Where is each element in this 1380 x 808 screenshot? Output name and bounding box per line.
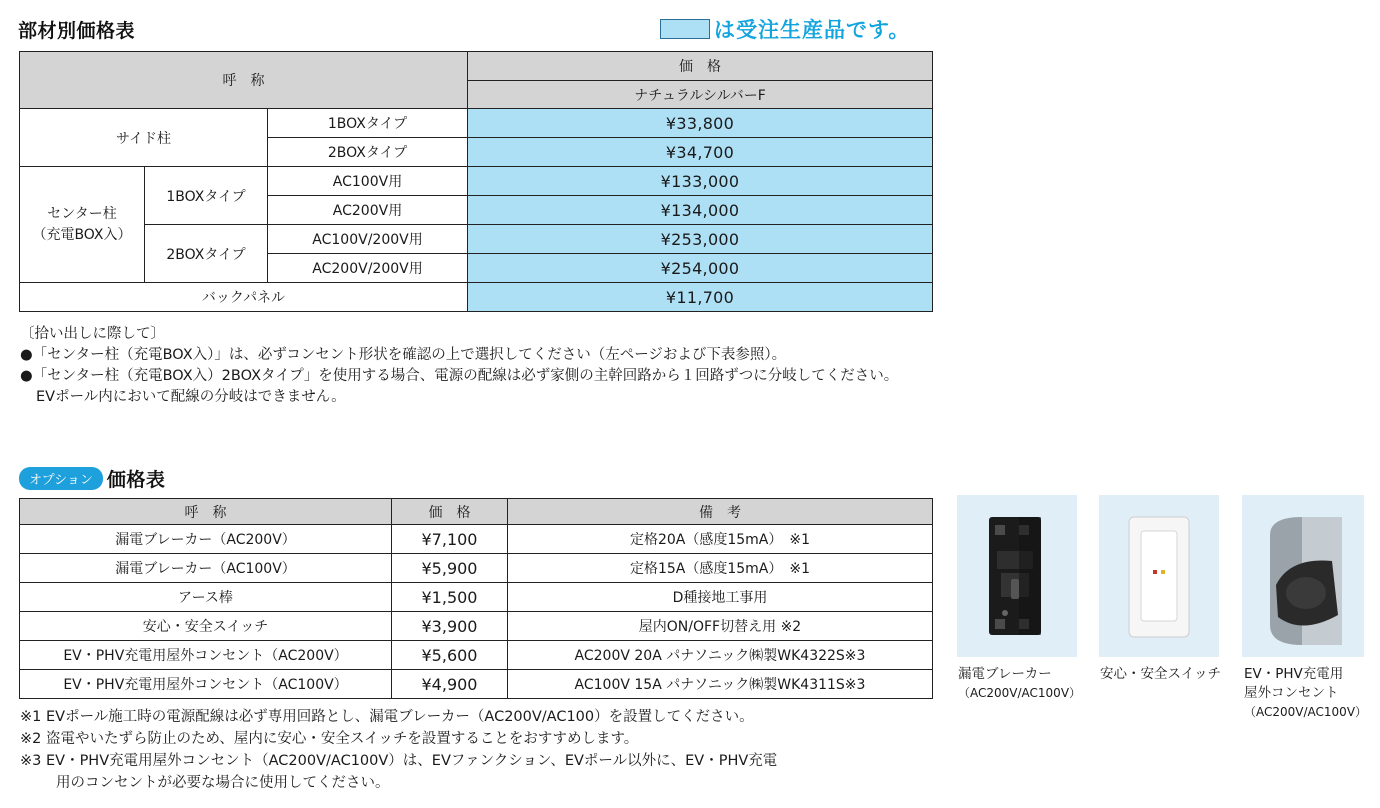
switch-icon bbox=[1099, 495, 1219, 657]
option-remarks: AC200V 20A パナソニック㈱製WK4322S※3 bbox=[508, 641, 933, 670]
outlet-photo bbox=[1242, 495, 1364, 657]
option-badge: オプション bbox=[19, 467, 103, 490]
breaker-caption-line: 漏電ブレーカー bbox=[958, 666, 1052, 682]
center-price: ¥254,000 bbox=[468, 254, 933, 283]
option-price: ¥5,600 bbox=[392, 641, 508, 670]
legend-text: は受注生産品です。 bbox=[714, 18, 911, 42]
option-title: 価格表 bbox=[106, 469, 166, 491]
option-name: EV・PHV充電用屋外コンセント（AC100V） bbox=[20, 670, 392, 699]
switch-photo bbox=[1099, 495, 1219, 657]
notes bbox=[20, 324, 1120, 408]
center-type: AC200V/200V用 bbox=[268, 254, 468, 283]
option-heading bbox=[19, 465, 165, 492]
page-title: 部材別価格表 bbox=[18, 20, 136, 42]
option-header-remarks: 備 考 bbox=[508, 499, 933, 525]
center-type: AC100V用 bbox=[268, 167, 468, 196]
option-price: ¥3,900 bbox=[392, 612, 508, 641]
option-remarks: 定格20A（感度15mA） ※1 bbox=[508, 525, 933, 554]
option-price: ¥5,900 bbox=[392, 554, 508, 583]
side-pole-type: 2BOXタイプ bbox=[268, 138, 468, 167]
header-price: 価 格 bbox=[468, 52, 933, 81]
option-price: ¥1,500 bbox=[392, 583, 508, 612]
center-1box-label: 1BOXタイプ bbox=[145, 167, 268, 225]
outlet-caption-line: EV・PHV充電用 bbox=[1244, 666, 1344, 682]
notes-heading: 〔拾い出しに際して〕 bbox=[20, 326, 165, 342]
option-remarks: 屋内ON/OFF切替え用 ※2 bbox=[508, 612, 933, 641]
option-header-name: 呼 称 bbox=[20, 499, 392, 525]
option-footnotes bbox=[20, 706, 950, 794]
note-item: ●「センター柱（充電BOX入）」は、必ずコンセント形状を確認の上で選択してください（左ページおよび下表参照）。 bbox=[20, 347, 787, 363]
option-header-price: 価 格 bbox=[392, 499, 508, 525]
center-2box-label: 2BOXタイプ bbox=[145, 225, 268, 283]
option-name: アース棒 bbox=[20, 583, 392, 612]
side-pole-label: サイド柱 bbox=[20, 109, 268, 167]
center-pole-label-line2: （充電BOX入） bbox=[32, 226, 132, 243]
parts-price-table bbox=[19, 51, 933, 312]
option-remarks: 定格15A（感度15mA） ※1 bbox=[508, 554, 933, 583]
footnote: ※1 EVポール施工時の電源配線は必ず専用回路とし、漏電ブレーカー（AC200V/AC100）を設置してください。 bbox=[20, 709, 754, 725]
side-pole-price: ¥34,700 bbox=[468, 138, 933, 167]
center-type: AC200V用 bbox=[268, 196, 468, 225]
outlet-caption bbox=[1244, 665, 1380, 722]
outlet-caption-sub: （AC200V/AC100V） bbox=[1244, 705, 1368, 719]
breaker-icon bbox=[957, 495, 1077, 657]
center-pole-label bbox=[20, 167, 145, 283]
option-name: 漏電ブレーカー（AC100V） bbox=[20, 554, 392, 583]
option-name: 漏電ブレーカー（AC200V） bbox=[20, 525, 392, 554]
footnote: ※3 EV・PHV充電用屋外コンセント（AC200V/AC100V）は、EVファンクション、EVポール以外に、EV・PHV充電 bbox=[20, 753, 778, 769]
switch-caption-line: 安心・安全スイッチ bbox=[1100, 666, 1221, 682]
option-remarks: D種接地工事用 bbox=[508, 583, 933, 612]
center-price: ¥133,000 bbox=[468, 167, 933, 196]
outlet-icon bbox=[1242, 495, 1364, 657]
side-pole-price: ¥33,800 bbox=[468, 109, 933, 138]
made-to-order-swatch bbox=[660, 19, 710, 39]
option-name: 安心・安全スイッチ bbox=[20, 612, 392, 641]
center-price: ¥253,000 bbox=[468, 225, 933, 254]
back-panel-price: ¥11,700 bbox=[468, 283, 933, 312]
option-remarks: AC100V 15A パナソニック㈱製WK4311S※3 bbox=[508, 670, 933, 699]
center-pole-label-line1: センター柱 bbox=[47, 205, 117, 222]
breaker-caption-sub: （AC200V/AC100V） bbox=[958, 686, 1082, 700]
legend bbox=[660, 14, 910, 44]
footnote: 用のコンセントが必要な場合に使用してください。 bbox=[56, 775, 390, 791]
breaker-photo bbox=[957, 495, 1077, 657]
outlet-caption-line2: 屋外コンセント bbox=[1244, 685, 1339, 701]
option-price: ¥4,900 bbox=[392, 670, 508, 699]
switch-caption bbox=[1100, 665, 1230, 684]
center-type: AC100V/200V用 bbox=[268, 225, 468, 254]
header-name: 呼 称 bbox=[20, 52, 468, 109]
footnote: ※2 盗電やいたずら防止のため、屋内に安心・安全スイッチを設置することをおすすめします。 bbox=[20, 731, 639, 747]
option-price-table bbox=[19, 498, 933, 699]
header-finish: ナチュラルシルバーF bbox=[468, 81, 933, 109]
side-pole-type: 1BOXタイプ bbox=[268, 109, 468, 138]
note-item: ●「センター柱（充電BOX入）2BOXタイプ」を使用する場合、電源の配線は必ず家側の主幹回路から１回路ずつに分岐してください。 bbox=[20, 368, 899, 384]
center-price: ¥134,000 bbox=[468, 196, 933, 225]
option-name: EV・PHV充電用屋外コンセント（AC200V） bbox=[20, 641, 392, 670]
breaker-caption bbox=[958, 665, 1088, 703]
back-panel-label: バックパネル bbox=[20, 283, 468, 312]
option-price: ¥7,100 bbox=[392, 525, 508, 554]
note-item: EVポール内において配線の分岐はできません。 bbox=[36, 389, 346, 405]
